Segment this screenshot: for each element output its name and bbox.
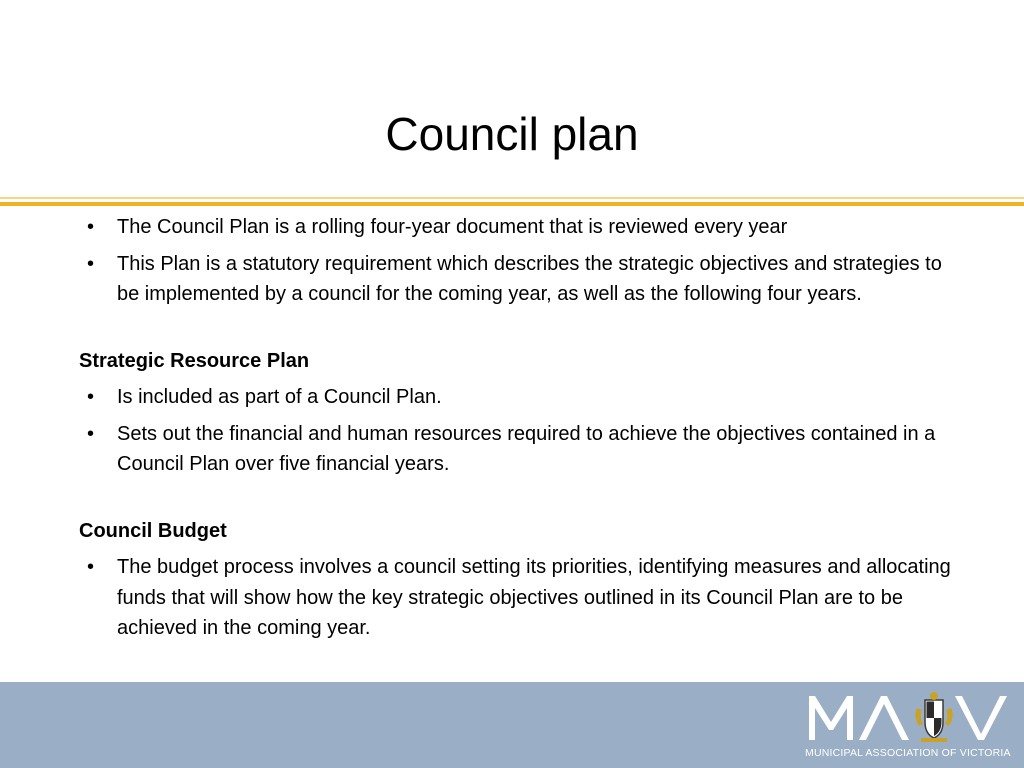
title-divider-shadow (0, 197, 1024, 199)
bullet-item (79, 249, 969, 310)
bullet-dot: • (87, 386, 95, 408)
slide-body (79, 212, 969, 650)
bullet-item (79, 552, 969, 644)
title-divider (0, 202, 1024, 206)
bullet-text: Sets out the financial and human resources required to achieve the objectives contained in a Council Plan over five financial years. (117, 422, 936, 475)
slide-title: Council plan (385, 108, 639, 160)
bullet-text: Is included as part of a Council Plan. (117, 386, 442, 408)
section-heading-budget: Council Budget (79, 519, 227, 542)
bullet-item (79, 382, 969, 413)
bullet-dot: • (87, 422, 95, 445)
bullet-item (79, 212, 969, 243)
logo-letter-a (859, 696, 909, 740)
bullet-text: The Council Plan is a rolling four-year document that is reviewed every year (117, 216, 788, 238)
logo-letter-m (809, 696, 853, 740)
bullet-text: This Plan is a statutory requirement which describes the strategic objectives and strategies to be implemented by a council for the coming year, as well as the following four years. (117, 252, 942, 305)
logo-letter-v (955, 696, 1007, 740)
coat-of-arms-icon (915, 692, 952, 742)
bullet-text: The budget process involves a council setting its priorities, identifying measures and allocating funds that will show how the key strategic objectives outlined in its Council Plan are to be achieved in the coming year. (117, 556, 951, 639)
bullet-dot: • (87, 216, 95, 238)
bullet-dot: • (87, 556, 95, 578)
bullet-dot: • (87, 252, 95, 275)
mav-logo-mark (805, 688, 1019, 744)
section-heading-resource-plan: Strategic Resource Plan (79, 349, 310, 372)
section-spacer (79, 486, 969, 516)
logo-caption: MUNICIPAL ASSOCIATION OF VICTORIA (805, 747, 1011, 759)
section-spacer (79, 316, 969, 346)
mav-logo (805, 688, 1019, 766)
bullet-item (79, 419, 969, 480)
